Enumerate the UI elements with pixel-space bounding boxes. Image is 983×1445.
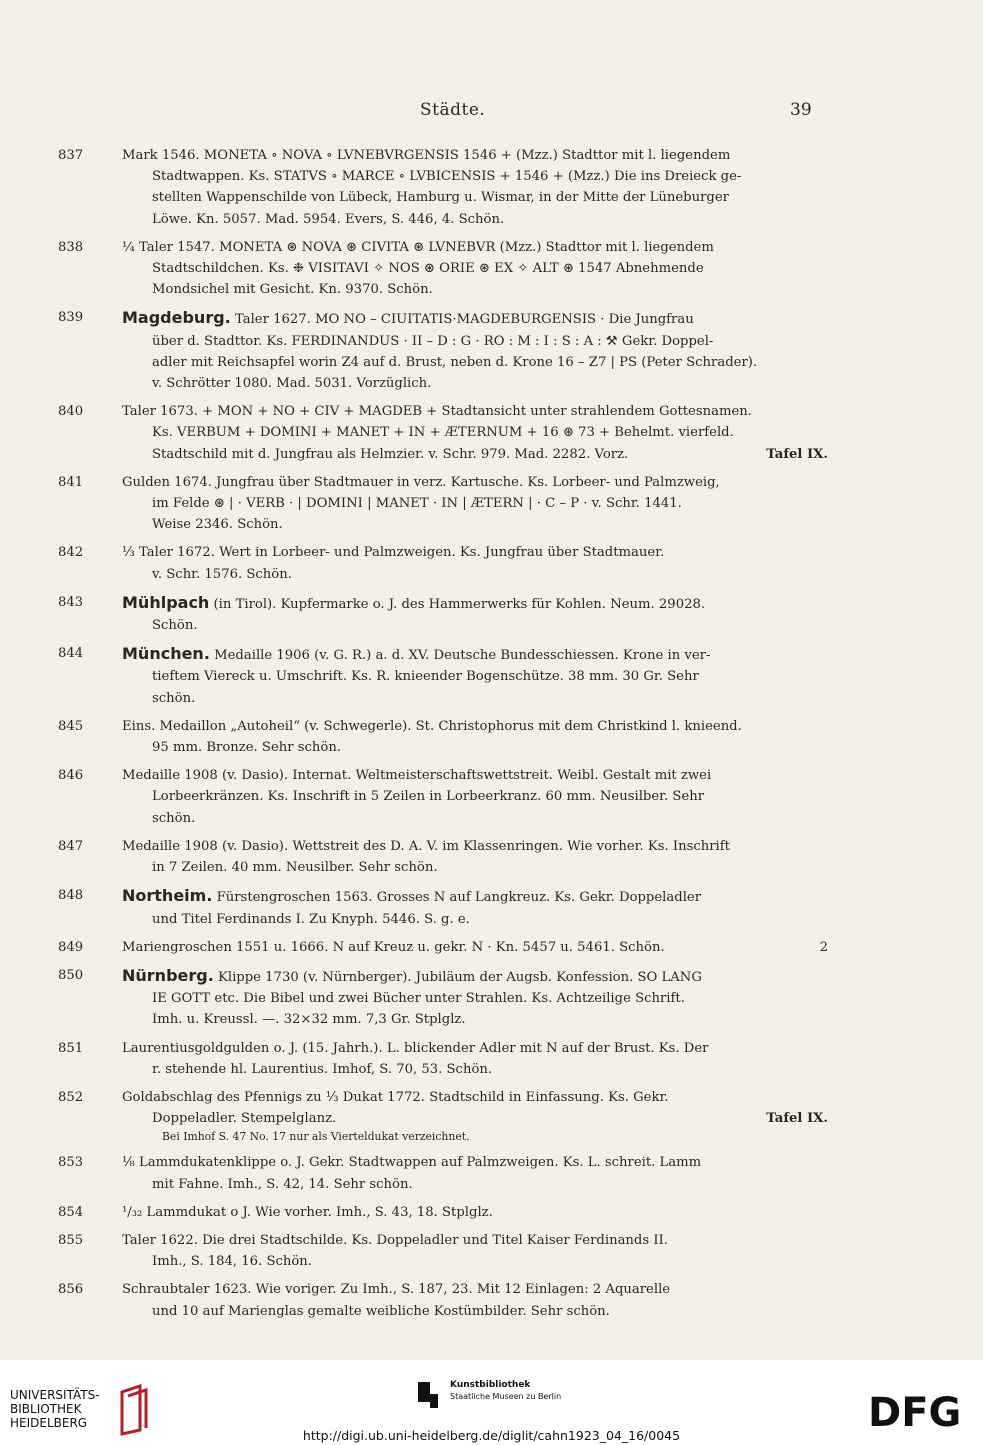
entry-line: [122, 836, 828, 857]
entry-text: Eins. Medaillon „Autoheil“ (v. Schwegerle). St. Christophorus mit dem Christkind l. knieend.: [122, 718, 742, 734]
entry-line: [122, 765, 828, 786]
kb-line-2: Staatliche Museen zu Berlin: [450, 1392, 562, 1401]
entry-line: [122, 909, 828, 930]
entry-number: 842: [58, 545, 84, 561]
catalog-entry: [58, 885, 828, 929]
entry-number: 844: [58, 646, 84, 662]
entry-line: [122, 237, 828, 258]
entry-text: über d. Stadttor. Ks. FERDINANDUS · II – D : G · RO : M : I : S : A : ⚒ Gekr. Doppel-: [152, 333, 714, 349]
catalog-entry: [58, 937, 828, 958]
entry-text: Goldabschlag des Pfennigs zu ⅓ Dukat 1772. Stadtschild in Einfassung. Ks. Gekr.: [122, 1089, 669, 1105]
entry-line: [122, 514, 828, 535]
entry-text: Fürstengroschen 1563. Grosses N auf Langkreuz. Ks. Gekr. Doppeladler: [216, 890, 702, 906]
entry-number: 848: [58, 888, 84, 904]
entry-text: r. stehende hl. Laurentius. Imhof, S. 70, 53. Schön.: [152, 1061, 493, 1077]
entry-text: Mondsichel mit Gesicht. Kn. 9370. Schön.: [152, 282, 433, 298]
catalog-entry: [58, 765, 828, 829]
ub-line-2: BIBLIOTHEK: [10, 1402, 82, 1416]
entry-text: v. Schrötter 1080. Mad. 5031. Vorzüglich.: [152, 376, 432, 392]
entry-text: Medaille 1908 (v. Dasio). Wettstreit des D. A. V. im Klassenringen. Wie vorher. Ks. Inschrift: [122, 838, 730, 854]
ub-heidelberg-text: [10, 1388, 100, 1430]
entry-text: im Felde ⊛ | · VERB · | DOMINI | MANET · IN | ÆTERN | · C – P · v. Schr. 1441.: [152, 496, 682, 512]
city-name: Nürnberg.: [122, 965, 214, 985]
entry-line: [122, 401, 828, 422]
entry-text: ¹/₃₂ Lammdukat o J. Wie vorher. Imh., S. 43, 18. Stplglz.: [122, 1204, 493, 1220]
city-name: Northeim.: [122, 886, 213, 906]
entry-text: Löwe. Kn. 5057. Mad. 5954. Evers, S. 446, 4. Schön.: [152, 211, 505, 227]
entry-line: [122, 857, 828, 878]
catalog-entry: [58, 1230, 828, 1272]
entry-line: [122, 666, 828, 687]
entry-text: schön.: [152, 810, 196, 826]
catalog-entry: [58, 237, 828, 301]
entry-number: 849: [58, 939, 84, 955]
entry-line: [122, 331, 828, 352]
entry-text: IE GOTT etc. Die Bibel und zwei Bücher unter Strahlen. Ks. Achtzeilige Schrift.: [152, 991, 685, 1007]
catalog-entry: [58, 1038, 828, 1080]
catalog-entry: [58, 401, 828, 465]
catalog-entry: [58, 1087, 828, 1145]
entry-line: [122, 965, 828, 988]
entry-text: Mariengroschen 1551 u. 1666. N auf Kreuz u. gekr. N · Kn. 5457 u. 5461. Schön.: [122, 939, 665, 955]
entry-line: [122, 1038, 828, 1059]
page-number: 39: [790, 100, 812, 120]
city-name: München.: [122, 644, 210, 664]
entry-text: Lorbeerkränzen. Ks. Inschrift in 5 Zeilen in Lorbeerkranz. 60 mm. Neusilber. Sehr: [152, 789, 705, 805]
entry-line: [122, 564, 828, 585]
entry-line: [122, 737, 828, 758]
catalog-entry: [58, 716, 828, 758]
city-name: Magdeburg.: [122, 308, 231, 328]
entry-text: Imh. u. Kreussl. —. 32×32 mm. 7,3 Gr. Stplglz.: [152, 1012, 466, 1028]
entry-line: [122, 1108, 828, 1129]
entry-text: Mark 1546. MONETA ∘ NOVA ∘ LVNEBVRGENSIS 1546 + (Mzz.) Stadttor mit l. liegendem: [122, 148, 731, 163]
entry-text: Stadtschildchen. Ks. ❉ VISITAVI ✧ NOS ⊛ ORIE ⊛ EX ✧ ALT ⊛ 1547 Abnehmende: [152, 261, 704, 277]
entry-line: [122, 1279, 828, 1300]
entry-number: 853: [58, 1155, 84, 1171]
entry-text: und Titel Ferdinands I. Zu Knyph. 5446. S. g. e.: [152, 911, 470, 927]
entry-text: Doppeladler. Stempelglanz.: [152, 1111, 337, 1127]
entry-text: mit Fahne. Imh., S. 42, 14. Sehr schön.: [152, 1176, 413, 1192]
entry-line: [122, 166, 828, 187]
entry-number: 840: [58, 404, 84, 420]
entry-line: [122, 1152, 828, 1173]
entry-line: [122, 373, 828, 394]
source-url-link[interactable]: http://digi.ub.uni-heidelberg.de/diglit/cahn1923_04_16/0045: [302, 1428, 681, 1443]
entry-text: Stadtwappen. Ks. STATVS ∘ MARCE ∘ LVBICENSIS + 1546 + (Mzz.) Die ins Dreieck ge-: [152, 169, 742, 185]
entry-text: Imh., S. 184, 16. Schön.: [152, 1254, 312, 1270]
entry-text: Weise 2346. Schön.: [152, 517, 283, 533]
entry-line: [122, 1174, 828, 1195]
entry-line: [122, 422, 828, 443]
entry-text: Medaille 1906 (v. G. R.) a. d. XV. Deutsche Bundesschiessen. Krone in ver-: [214, 648, 711, 664]
catalog-entry: [58, 542, 828, 584]
entry-text: Schön.: [152, 618, 198, 634]
entry-number: 838: [58, 239, 84, 255]
entry-number: 837: [58, 148, 84, 163]
entry-line: [122, 808, 828, 829]
entry-text: Schraubtaler 1623. Wie voriger. Zu Imh., S. 187, 23. Mit 12 Einlagen: 2 Aquarelle: [122, 1282, 671, 1298]
entry-line: [122, 493, 828, 514]
entry-text: Ks. VERBUM + DOMINI + MANET + IN + ÆTERNUM + 16 ⊛ 73 + Behelmt. vierfeld.: [152, 425, 734, 441]
entry-text: Taler 1673. + MON + NO + CIV + MAGDEB + Stadtansicht unter strahlendem Gottesnamen.: [122, 404, 752, 420]
catalog-entry: [58, 643, 828, 709]
page-title: Städte.: [420, 100, 486, 120]
catalog-entry: [58, 1279, 828, 1321]
ub-line-3: HEIDELBERG: [10, 1416, 88, 1430]
entry-text: in 7 Zeilen. 40 mm. Neusilber. Sehr schön.: [152, 860, 438, 876]
entry-line: [122, 187, 828, 208]
entry-number: 845: [58, 718, 84, 734]
entry-line: [122, 786, 828, 807]
entry-text: stellten Wappenschilde von Lübeck, Hamburg u. Wismar, in der Mitte der Lüneburger: [152, 190, 729, 206]
entry-line: [122, 542, 828, 563]
entry-line: [122, 472, 828, 493]
catalog-entry: [58, 145, 828, 230]
entry-line: [122, 145, 828, 166]
catalog-entry: [58, 307, 828, 394]
footer: [0, 1360, 983, 1445]
entry-line: [122, 279, 828, 300]
plate-reference: Tafel IX.: [766, 1111, 828, 1127]
entry-line: [122, 209, 828, 230]
entry-number: 841: [58, 474, 84, 490]
catalog-entry: [58, 1202, 828, 1223]
entry-aside-count: 2: [819, 939, 828, 955]
catalog-entry: [58, 965, 828, 1031]
entry-line: [122, 592, 828, 615]
entry-line: [122, 1251, 828, 1272]
kunstbibliothek-text: [450, 1380, 561, 1402]
entry-number: 851: [58, 1040, 84, 1056]
entry-number: 839: [58, 310, 84, 326]
entry-line: [122, 988, 828, 1009]
entry-line: [122, 1230, 828, 1251]
entry-number: 843: [58, 594, 84, 610]
ub-line-1: UNIVERSITÄTS-: [10, 1388, 100, 1402]
dfg-logo-text: DFG: [868, 1390, 962, 1432]
kunstbibliothek-mark-icon: [418, 1382, 438, 1408]
catalog-entry: [58, 472, 828, 536]
kunstbibliothek-logo[interactable]: [418, 1380, 578, 1420]
entry-footnote: Bei Imhof S. 47 No. 17 nur als Vierteldukat verzeichnet.: [162, 1130, 470, 1144]
entry-text: Klippe 1730 (v. Nürnberger). Jubiläum der Augsb. Konfession. SO LANG: [218, 969, 702, 985]
entry-line: [122, 258, 828, 279]
entry-text: Gulden 1674. Jungfrau über Stadtmauer in verz. Kartusche. Ks. Lorbeer- und Palmzweig,: [122, 474, 720, 490]
entry-line: [122, 444, 828, 465]
entry-line: [122, 615, 828, 636]
dfg-logo[interactable]: [868, 1388, 972, 1432]
entry-text: ⅛ Lammdukatenklippe o. J. Gekr. Stadtwappen auf Palmzweigen. Ks. L. schreit. Lamm: [122, 1155, 702, 1171]
entry-number: 846: [58, 768, 84, 784]
entry-line: [122, 307, 828, 330]
entry-text: tieftem Viereck u. Umschrift. Ks. R. knieender Bogenschütze. 38 mm. 30 Gr. Sehr: [152, 669, 699, 685]
entry-line: [122, 352, 828, 373]
entry-text: Laurentiusgoldgulden o. J. (15. Jahrh.). L. blickender Adler mit N auf der Brust. Ks. Der: [122, 1040, 709, 1056]
entry-text: v. Schr. 1576. Schön.: [152, 566, 292, 582]
city-name: Mühlpach: [122, 592, 210, 612]
catalog-entry: [58, 592, 828, 636]
entry-text: ⅓ Taler 1672. Wert in Lorbeer- und Palmzweigen. Ks. Jungfrau über Stadtmauer.: [122, 545, 665, 561]
entry-line: [122, 1202, 828, 1223]
entry-line: [122, 937, 828, 958]
entry-number: 852: [58, 1089, 84, 1105]
entry-text: und 10 auf Marienglas gemalte weibliche Kostümbilder. Sehr schön.: [152, 1303, 610, 1319]
entry-line: [122, 1009, 828, 1030]
entry-text: Medaille 1908 (v. Dasio). Internat. Weltmeisterschaftswettstreit. Weibl. Gestalt mit zwei: [122, 768, 712, 784]
catalog-entry: [58, 836, 828, 878]
plate-reference: Tafel IX.: [766, 446, 828, 462]
entry-line: [122, 885, 828, 908]
catalog-entry: [58, 1152, 828, 1194]
entry-text: (in Tirol). Kupfermarke o. J. des Hammerwerks für Kohlen. Neum. 29028.: [213, 596, 706, 612]
entry-text: 95 mm. Bronze. Sehr schön.: [152, 740, 342, 756]
kb-line-1: Kunstbibliothek: [450, 1380, 531, 1390]
running-head: [0, 100, 983, 126]
entry-line: [122, 716, 828, 737]
entry-line: [122, 688, 828, 709]
entry-text: Taler 1622. Die drei Stadtschilde. Ks. Doppeladler und Titel Kaiser Ferdinands II.: [122, 1232, 668, 1248]
entry-text: adler mit Reichsapfel worin Z4 auf d. Brust, neben d. Krone 16 – Z7 | PS (Peter Schrader).: [152, 354, 758, 370]
entry-text: Stadtschild mit d. Jungfrau als Helmzier. v. Schr. 979. Mad. 2282. Vorz.: [152, 446, 629, 462]
entry-number: 856: [58, 1282, 84, 1298]
entry-line: [122, 1059, 828, 1080]
entry-text: ¼ Taler 1547. MONETA ⊛ NOVA ⊛ CIVITA ⊛ LVNEBVR (Mzz.) Stadttor mit l. liegendem: [122, 239, 714, 255]
entry-text: schön.: [152, 690, 196, 706]
entry-line: [122, 1301, 828, 1322]
entry-line: [122, 1087, 828, 1108]
entry-text: Taler 1627. MO NO – CIUITATIS·MAGDEBURGENSIS · Die Jungfrau: [234, 312, 694, 328]
entry-number: 847: [58, 838, 84, 854]
entry-number: 855: [58, 1232, 84, 1248]
entry-number: 850: [58, 967, 84, 983]
entry-line: [122, 643, 828, 666]
catalog-entries: [58, 145, 828, 1329]
entry-number: 854: [58, 1204, 84, 1220]
